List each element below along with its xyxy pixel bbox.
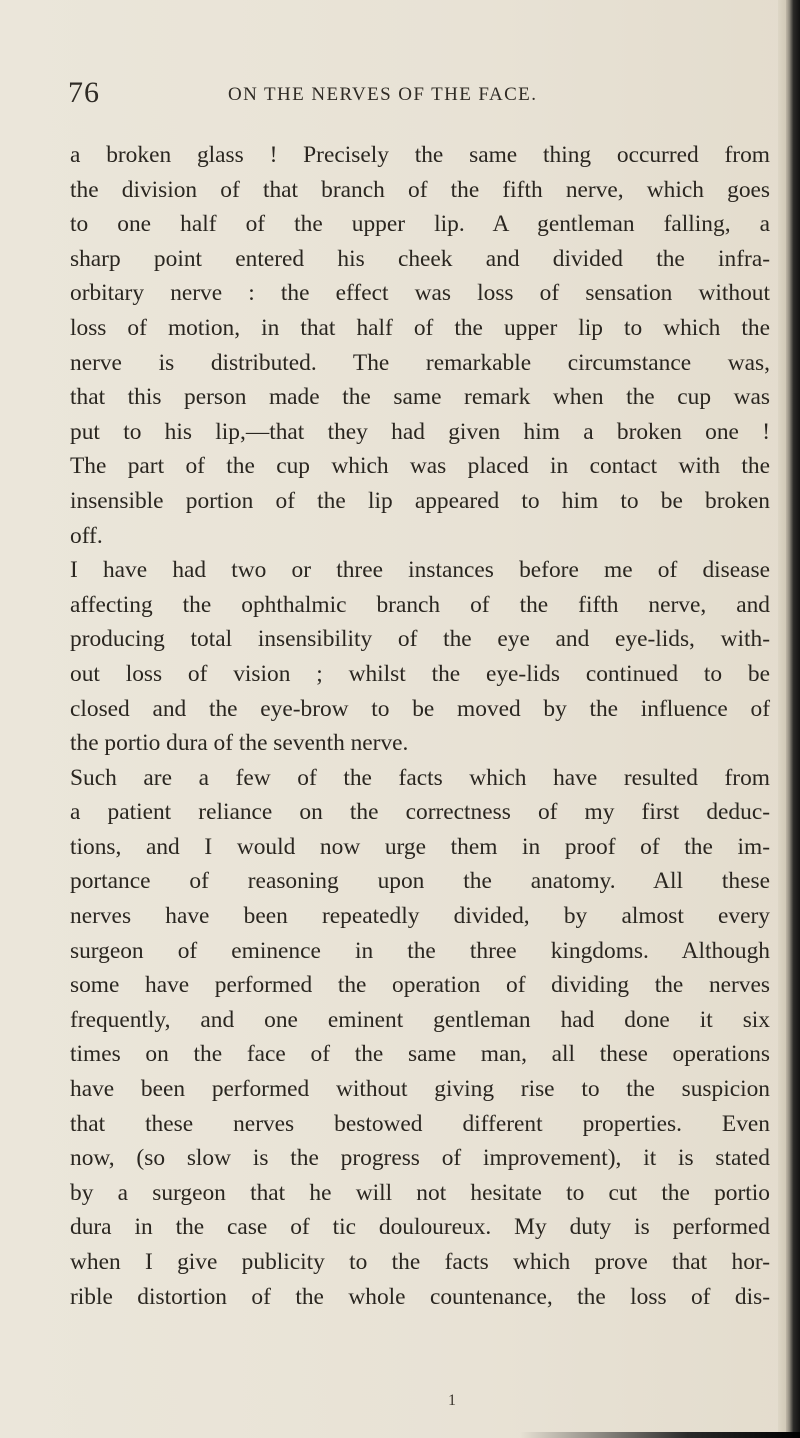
text-line: that these nerves bestowed different properties. Even [70,1110,770,1137]
text-line: off. [70,522,103,549]
text-line: a broken glass ! Precisely the same thing occurred from [70,142,770,168]
text-line: out loss of vision ; whilst the eye-lids continued to be [70,660,770,687]
body-text [70,138,770,1314]
text-line: frequently, and one eminent gentleman had done it six [70,1006,770,1033]
text-line: rible distortion of the whole countenance, the loss of dis- [70,1283,770,1310]
text-line: I have had two or three instances before me of disease [70,557,770,584]
text-line: when I give publicity to the facts which prove that hor- [70,1249,770,1275]
text-line: put to his lip,—that they had given him a broken one ! [70,418,770,445]
page-edge-line [786,0,790,1438]
text-line: nerve is distributed. The remarkable circumstance was, [70,349,770,376]
text-line: the portio dura of the seventh nerve. [70,730,409,757]
text-line: dura in the case of tic douloureux. My duty is performed [70,1214,770,1241]
text-line: surgeon of eminence in the three kingdoms. Although [70,937,770,964]
text-line: affecting the ophthalmic branch of the fifth nerve, and [70,591,770,618]
text-line: orbitary nerve : the effect was loss of sensation without [70,280,770,307]
text-line: portance of reasoning upon the anatomy. All these [70,868,770,895]
signature-mark: 1 [448,1392,456,1409]
text-line: The part of the cup which was placed in contact with the [70,453,770,480]
page-header [68,76,768,116]
bottom-edge-shadow [520,1432,800,1438]
running-head: ON THE NERVES OF THE FACE. [228,84,538,105]
page-edge-shadow [778,0,800,1438]
text-line: to one half of the upper lip. A gentleman falling, a [70,211,770,238]
text-line: closed and the eye-brow to be moved by the influence of [70,695,770,722]
text-line: insensible portion of the lip appeared to him to be broken [70,487,770,514]
text-line: the division of that branch of the fifth nerve, which goes [70,176,770,203]
text-line: tions, and I would now urge them in proof of the im- [70,833,770,860]
text-line: sharp point entered his cheek and divided the infra- [70,245,770,272]
text-line: by a surgeon that he will not hesitate to cut the portio [70,1179,770,1206]
text-line: that this person made the same remark when the cup was [70,384,770,411]
text-line: have been performed without giving rise to the suspicion [70,1076,770,1103]
text-line: Such are a few of the facts which have resulted from [70,764,770,791]
text-line: now, (so slow is the progress of improvement), it is stated [70,1145,770,1172]
text-line: loss of motion, in that half of the upper lip to which the [70,314,770,341]
text-line: times on the face of the same man, all these operations [70,1041,770,1068]
page-number: 76 [68,76,100,109]
text-line: nerves have been repeatedly divided, by almost every [70,903,770,930]
text-line: a patient reliance on the correctness of my first deduc- [70,799,770,826]
text-line: some have performed the operation of dividing the nerves [70,972,770,999]
text-line: producing total insensibility of the eye and eye-lids, with- [70,626,770,653]
